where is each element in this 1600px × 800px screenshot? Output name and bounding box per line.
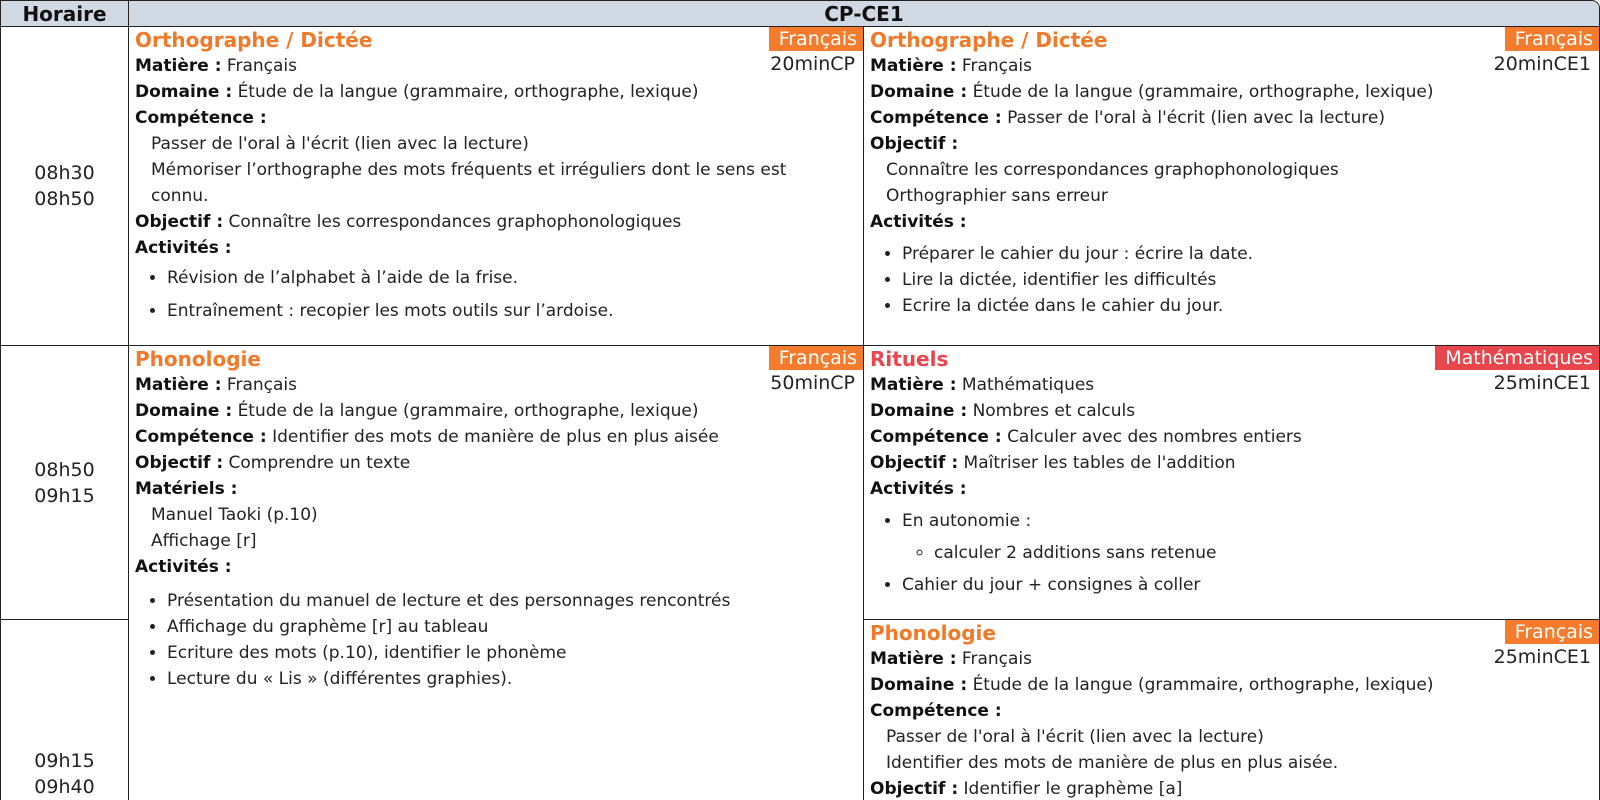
matiere-value: Français (226, 375, 297, 395)
objectif-line: Orthographier sans erreur (886, 186, 1108, 206)
lesson-title: Orthographe / Dictée (135, 28, 373, 52)
objectif-value: Identifier le graphème [a] (963, 779, 1183, 799)
lesson-card-rituels-ce1 (863, 345, 1600, 620)
lesson-card-phonologie-ce1 (863, 619, 1600, 800)
competence-line: Passer de l'oral à l'écrit (lien avec la lecture) (151, 134, 529, 154)
time-start: 09h15 (34, 750, 95, 772)
subject-badge: Mathématiques (1435, 346, 1599, 370)
materiel-item: Manuel Taoki (p.10) (151, 505, 318, 525)
sub-activities-list (902, 540, 1591, 566)
lesson-duration: 50minCP (770, 372, 855, 394)
label-objectif: Objectif : (135, 212, 224, 232)
competence-value: Passer de l'oral à l'écrit (lien avec la lecture) (1007, 108, 1385, 128)
label-activites: Activités : (870, 479, 967, 499)
objectif-line: Connaître les correspondances graphophonologiques (886, 160, 1339, 180)
activities-list (135, 265, 855, 324)
objectif-value: Maîtriser les tables de l'addition (963, 453, 1236, 473)
competence-line: connu. (151, 186, 209, 206)
domaine-value: Nombres et calculs (972, 401, 1136, 421)
sub-activity-item: ◦ calculer 2 additions sans retenue (934, 540, 1591, 566)
competence-line: Passer de l'oral à l'écrit (lien avec la lecture) (886, 727, 1264, 747)
materiel-item: Affichage [r] (151, 531, 257, 551)
activity-item: • Affichage du graphème [r] au tableau (167, 614, 855, 640)
label-competence: Compétence : (870, 427, 1002, 447)
header-class: CP-CE1 (128, 0, 1600, 27)
label-objectif: Objectif : (135, 453, 224, 473)
time-end: 09h15 (34, 484, 95, 507)
competence-line: Identifier des mots de manière de plus en plus aisée. (886, 753, 1339, 773)
header-horaire: Horaire (0, 0, 129, 27)
time-start: 08h50 (34, 458, 95, 481)
activity-item: • Entraînement : recopier les mots outils sur l’ardoise. (167, 298, 855, 324)
competence-value: Calculer avec des nombres entiers (1007, 427, 1302, 447)
label-activites: Activités : (135, 557, 232, 577)
activity-item: • Ecrire la dictée dans le cahier du jour. (902, 293, 1591, 319)
label-activites: Activités : (870, 212, 967, 232)
activity-item: • Lire la dictée, identifier les difficultés (902, 267, 1591, 293)
subject-badge: Français (1505, 620, 1599, 644)
subject-badge: Français (769, 346, 863, 370)
time-start: 08h30 (34, 162, 95, 184)
activity-item: • Lecture du « Lis » (différentes graphies). (167, 666, 855, 692)
label-domaine: Domaine : (135, 401, 233, 421)
label-matiere: Matière : (135, 375, 222, 395)
label-objectif: Objectif : (870, 453, 959, 473)
activities-list (135, 588, 855, 692)
label-objectif: Objectif : (870, 779, 959, 799)
lesson-card-phonologie-cp (128, 345, 864, 800)
lesson-duration: 20minCP (770, 53, 855, 75)
time-slot-2 (0, 345, 129, 620)
activities-list (870, 508, 1591, 598)
label-matiere: Matière : (870, 375, 957, 395)
domaine-value: Étude de la langue (grammaire, orthographe, lexique) (972, 82, 1434, 102)
activity-item: • Préparer le cahier du jour : écrire la date. (902, 241, 1591, 267)
domaine-value: Étude de la langue (grammaire, orthographe, lexique) (972, 675, 1434, 695)
lesson-title: Orthographe / Dictée (870, 28, 1108, 52)
matiere-value: Français (961, 56, 1032, 76)
subject-badge: Français (1505, 27, 1599, 51)
label-competence: Compétence : (135, 427, 267, 447)
domaine-value: Étude de la langue (grammaire, orthographe, lexique) (237, 401, 699, 421)
activity-item: • Présentation du manuel de lecture et des personnages rencontrés (167, 588, 855, 614)
activity-text: En autonomie : (902, 511, 1032, 531)
lesson-title: Phonologie (870, 621, 996, 645)
lesson-duration: 25minCE1 (1493, 646, 1591, 668)
time-slot-3 (0, 619, 129, 800)
competence-value: Identifier des mots de manière de plus en plus aisée (272, 427, 719, 447)
activity-item (902, 508, 1591, 566)
label-competence: Compétence : (135, 108, 267, 128)
lesson-card-orthographe-cp (128, 26, 864, 346)
label-objectif: Objectif : (870, 134, 959, 154)
matiere-value: Français (226, 56, 297, 76)
matiere-value: Français (961, 649, 1032, 669)
time-end: 09h40 (34, 776, 95, 798)
subject-badge: Français (769, 27, 863, 51)
label-matiere: Matière : (135, 56, 222, 76)
lesson-duration: 20minCE1 (1493, 53, 1591, 75)
label-matiere: Matière : (870, 56, 957, 76)
objectif-value: Connaître les correspondances graphophonologiques (228, 212, 682, 232)
label-materiels: Matériels : (135, 479, 238, 499)
lesson-title: Rituels (870, 347, 949, 371)
objectif-value: Comprendre un texte (228, 453, 411, 473)
label-matiere: Matière : (870, 649, 957, 669)
lesson-duration: 25minCE1 (1493, 372, 1591, 394)
label-domaine: Domaine : (870, 401, 968, 421)
activity-item: • Révision de l’alphabet à l’aide de la frise. (167, 265, 855, 291)
time-end: 08h50 (34, 188, 95, 210)
label-competence: Compétence : (870, 108, 1002, 128)
activity-item: • Cahier du jour + consignes à coller (902, 572, 1591, 598)
label-activites: Activités : (135, 238, 232, 258)
label-domaine: Domaine : (135, 82, 233, 102)
activities-list (870, 241, 1591, 319)
activity-item: • Ecriture des mots (p.10), identifier le phonème (167, 640, 855, 666)
lesson-card-orthographe-ce1 (863, 26, 1600, 346)
label-domaine: Domaine : (870, 675, 968, 695)
matiere-value: Mathématiques (961, 375, 1095, 395)
label-domaine: Domaine : (870, 82, 968, 102)
label-competence: Compétence : (870, 701, 1002, 721)
domaine-value: Étude de la langue (grammaire, orthographe, lexique) (237, 82, 699, 102)
competence-line: Mémoriser l’orthographe des mots fréquents et irréguliers dont le sens est (151, 160, 787, 180)
time-slot-1 (0, 26, 129, 346)
lesson-title: Phonologie (135, 347, 261, 371)
